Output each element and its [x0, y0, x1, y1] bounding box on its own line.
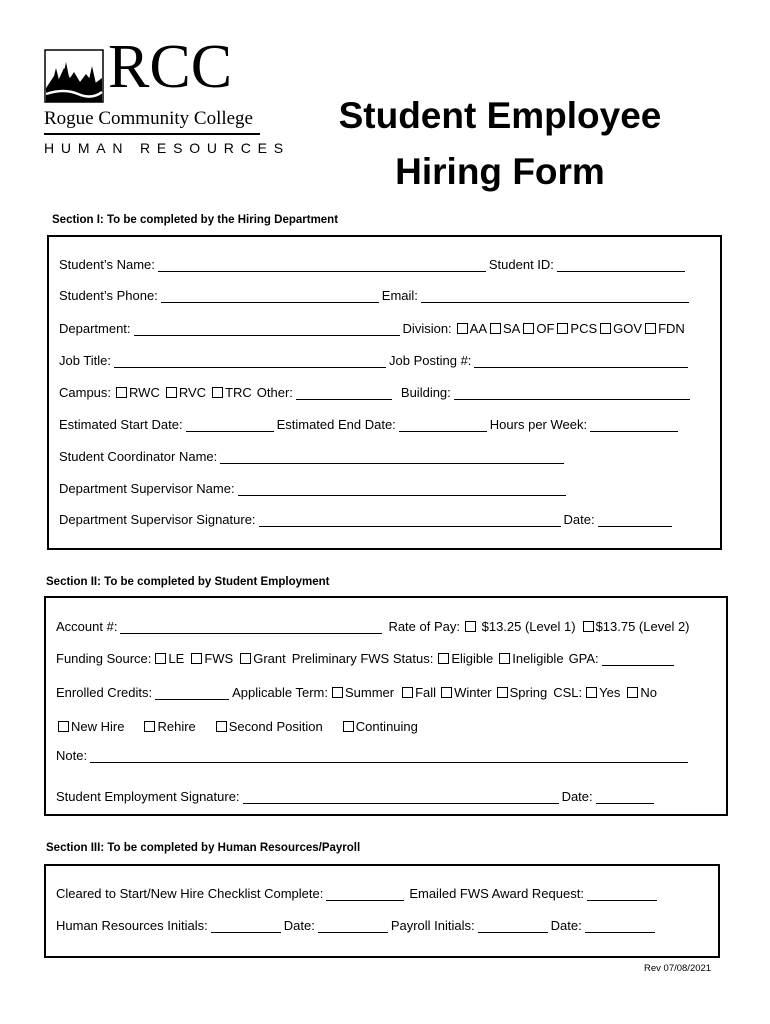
department-field[interactable]	[134, 322, 400, 336]
term-fall-label: Fall	[415, 685, 437, 700]
term-fall-checkbox[interactable]	[402, 687, 413, 698]
start-date-field[interactable]	[186, 418, 274, 432]
row-hire-type	[56, 719, 418, 734]
section2-heading: Section II: To be completed by Student Employment	[46, 576, 330, 588]
logo-department: HUMAN RESOURCES	[44, 140, 290, 156]
start-date-label: Estimated Start Date:	[59, 417, 183, 432]
second-position-checkbox[interactable]	[216, 721, 227, 732]
payroll-date-field[interactable]	[585, 919, 655, 933]
logo-college-name: Rogue Community College	[44, 108, 253, 129]
row-coordinator	[59, 449, 567, 464]
division-aa-label: AA	[469, 321, 488, 336]
hr-initials-field[interactable]	[211, 919, 281, 933]
division-sa-checkbox[interactable]	[490, 323, 501, 334]
se-signature-field[interactable]	[243, 790, 559, 804]
csl-no-checkbox[interactable]	[627, 687, 638, 698]
supervisor-name-label: Department Supervisor Name:	[59, 481, 235, 496]
rate-level2-label: $13.75 (Level 2)	[595, 619, 690, 634]
row-cleared	[56, 886, 660, 901]
funding-fws-label: FWS	[204, 651, 234, 666]
campus-label: Campus:	[59, 385, 112, 400]
se-date-label: Date:	[561, 789, 593, 804]
row-initials	[56, 918, 658, 933]
division-fdn-checkbox[interactable]	[645, 323, 656, 334]
hr-initials-label: Human Resources Initials:	[56, 918, 208, 933]
building-label: Building:	[400, 385, 451, 400]
row-note	[56, 748, 691, 763]
email-label: Email:	[381, 288, 418, 303]
csl-yes-label: Yes	[599, 685, 621, 700]
funding-grant-label: Grant	[253, 651, 286, 666]
fws-ineligible-checkbox[interactable]	[499, 653, 510, 664]
account-label: Account #:	[56, 619, 118, 634]
supervisor-date-label: Date:	[563, 512, 595, 527]
division-aa-checkbox[interactable]	[457, 323, 468, 334]
row-job	[59, 353, 691, 368]
fws-eligible-checkbox[interactable]	[438, 653, 449, 664]
division-of-label: OF	[536, 321, 555, 336]
term-winter-checkbox[interactable]	[441, 687, 452, 698]
rcc-logo	[44, 33, 290, 164]
logo-rcc-text: RCC	[108, 33, 233, 101]
row-credits-term	[56, 685, 657, 700]
student-name-field[interactable]	[158, 258, 486, 272]
student-id-label: Student ID:	[488, 257, 554, 272]
row-supervisor-name	[59, 481, 569, 496]
hr-date-label: Date:	[283, 918, 315, 933]
funding-label: Funding Source:	[56, 651, 152, 666]
tree-landscape-icon	[44, 48, 104, 104]
supervisor-name-field[interactable]	[238, 482, 566, 496]
section3-box	[44, 864, 720, 958]
row-campus	[59, 385, 693, 400]
funding-fws-checkbox[interactable]	[191, 653, 202, 664]
gpa-label: GPA:	[568, 651, 599, 666]
end-date-label: Estimated End Date:	[276, 417, 396, 432]
student-name-label: Student’s Name:	[59, 257, 155, 272]
second-position-label: Second Position	[228, 719, 323, 734]
rate-label: Rate of Pay:	[388, 619, 460, 634]
hr-date-field[interactable]	[318, 919, 388, 933]
division-gov-checkbox[interactable]	[600, 323, 611, 334]
payroll-initials-label: Payroll Initials:	[390, 918, 475, 933]
hours-label: Hours per Week:	[489, 417, 588, 432]
note-label: Note:	[56, 748, 88, 763]
continuing-label: Continuing	[355, 719, 418, 734]
department-label: Department:	[59, 321, 131, 336]
funding-grant-checkbox[interactable]	[240, 653, 251, 664]
job-posting-label: Job Posting #:	[389, 353, 472, 368]
gpa-field[interactable]	[602, 652, 674, 666]
fws-ineligible-label: Ineligible	[512, 651, 564, 666]
student-phone-field[interactable]	[161, 289, 379, 303]
division-label: Division:	[402, 321, 452, 336]
csl-label: CSL:	[553, 685, 583, 700]
row-funding	[56, 651, 677, 666]
note-field[interactable]	[90, 749, 688, 763]
title-line-1: Student Employee	[338, 95, 662, 136]
row-se-signature	[56, 789, 657, 804]
other-label: Other:	[256, 385, 293, 400]
term-summer-checkbox[interactable]	[332, 687, 343, 698]
row-department	[59, 321, 685, 336]
row-account-rate	[56, 619, 690, 634]
cleared-label: Cleared to Start/New Hire Checklist Complete:	[56, 886, 324, 901]
supervisor-signature-label: Department Supervisor Signature:	[59, 512, 256, 527]
emailed-field[interactable]	[587, 887, 657, 901]
division-pcs-label: PCS	[570, 321, 598, 336]
new-hire-checkbox[interactable]	[58, 721, 69, 732]
revision-date: Rev 07/08/2021	[644, 963, 712, 974]
division-sa-label: SA	[503, 321, 521, 336]
division-gov-label: GOV	[613, 321, 643, 336]
term-spring-label: Spring	[509, 685, 548, 700]
cleared-field[interactable]	[326, 887, 404, 901]
other-field[interactable]	[296, 386, 392, 400]
section1-heading: Section I: To be completed by the Hiring Department	[52, 214, 339, 226]
coordinator-label: Student Coordinator Name:	[59, 449, 218, 464]
continuing-checkbox[interactable]	[343, 721, 354, 732]
division-pcs-checkbox[interactable]	[557, 323, 568, 334]
credits-field[interactable]	[155, 686, 229, 700]
payroll-initials-field[interactable]	[478, 919, 548, 933]
term-spring-checkbox[interactable]	[497, 687, 508, 698]
term-winter-label: Winter	[454, 685, 492, 700]
email-field[interactable]	[421, 289, 689, 303]
division-fdn-label: FDN	[658, 321, 685, 336]
rehire-checkbox[interactable]	[144, 721, 155, 732]
logo-divider	[44, 133, 260, 135]
rate-level1-checkbox[interactable]	[465, 621, 476, 632]
fws-status-label: Preliminary FWS Status:	[291, 651, 434, 666]
building-field[interactable]	[454, 386, 690, 400]
credits-label: Enrolled Credits:	[56, 685, 153, 700]
se-date-field[interactable]	[596, 790, 654, 804]
row-student-name	[59, 257, 688, 272]
campus-trc-label: TRC	[225, 385, 252, 400]
rehire-label: Rehire	[157, 719, 196, 734]
emailed-label: Emailed FWS Award Request:	[409, 886, 584, 901]
rate-level1-label: $13.25 (Level 1)	[481, 619, 576, 634]
se-signature-label: Student Employment Signature:	[56, 789, 240, 804]
term-summer-label: Summer	[344, 685, 395, 700]
campus-rwc-checkbox[interactable]	[116, 387, 127, 398]
rate-level2-checkbox[interactable]	[583, 621, 594, 632]
campus-rvc-checkbox[interactable]	[166, 387, 177, 398]
funding-le-checkbox[interactable]	[155, 653, 166, 664]
job-title-field[interactable]	[114, 354, 386, 368]
campus-trc-checkbox[interactable]	[212, 387, 223, 398]
new-hire-label: New Hire	[71, 719, 125, 734]
account-field[interactable]	[120, 620, 382, 634]
student-id-field[interactable]	[557, 258, 685, 272]
csl-no-label: No	[640, 685, 657, 700]
student-phone-label: Student’s Phone:	[59, 288, 158, 303]
fws-eligible-label: Eligible	[451, 651, 494, 666]
supervisor-date-field[interactable]	[598, 513, 672, 527]
funding-le-label: LE	[168, 651, 185, 666]
campus-rwc-label: RWC	[129, 385, 160, 400]
row-supervisor-signature	[59, 512, 675, 527]
row-phone-email	[59, 288, 692, 303]
csl-yes-checkbox[interactable]	[586, 687, 597, 698]
title-line-2: Hiring Form	[395, 151, 605, 192]
job-title-label: Job Title:	[59, 353, 112, 368]
hours-field[interactable]	[590, 418, 678, 432]
division-of-checkbox[interactable]	[523, 323, 534, 334]
end-date-field[interactable]	[399, 418, 487, 432]
term-label: Applicable Term:	[232, 685, 328, 700]
row-dates-hours	[59, 417, 681, 432]
coordinator-field[interactable]	[220, 450, 564, 464]
supervisor-signature-field[interactable]	[259, 513, 561, 527]
page-title	[300, 88, 700, 200]
payroll-date-label: Date:	[550, 918, 582, 933]
job-posting-field[interactable]	[474, 354, 688, 368]
section3-heading: Section III: To be completed by Human Resources/Payroll	[46, 842, 361, 854]
campus-rvc-label: RVC	[178, 385, 207, 400]
